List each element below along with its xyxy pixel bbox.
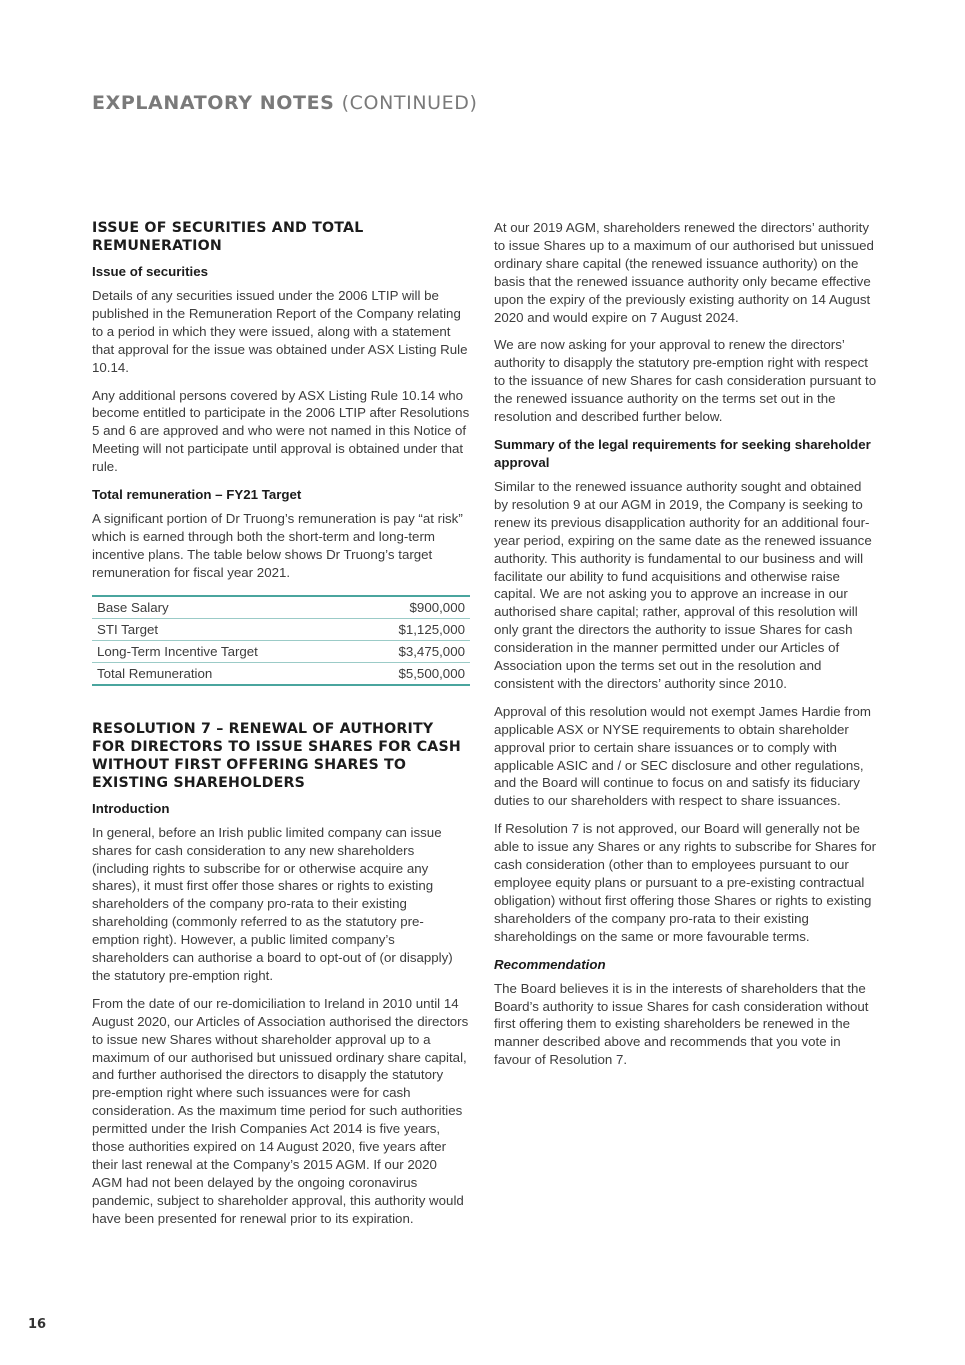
paragraph: From the date of our re-domiciliation to Ireland in 2010 until 14 August 2020, our Articles of Association authorised the directors to issue new Shares without shareholder approval up to a maximum of our authorised but unissued ordinary share capital, and further authorised the directors to disapply the statutory pre-emption right where such issuances were for cash consideration. As the maximum time period for such authorities permitted under the Irish Companies Act 2014 is five years, those authorities expired on 14 August 2020, five years after their last renewal at the Company’s 2015 AGM. If our 2020 AGM had not been delayed by the ongoing coronavirus pandemic, subject to shareholder approval, this authority would have been presented for renewal prior to its expiration. [92, 995, 469, 1226]
page-header-continued: (CONTINUED) [341, 92, 478, 114]
subheading-legal-requirements: Summary of the legal requirements for seeking shareholder approval [494, 436, 871, 470]
page-header-title: EXPLANATORY NOTES [92, 92, 335, 114]
paragraph: Similar to the renewed issuance authority sought and obtained by resolution 9 at our AGM in 2019, the Company is seeking to renew its previous disapplication authority for an additional four-year period, expiring on the same date as the renewed issuance authority. This authority is fundamental to our business and will facilitate our ability to fund acquisitions and otherwise raise capital. We are not asking you to approve an increase in our authorised share capital; rather, approval of this resolution will only grant the directors the authority to issue Shares for cash consideration in the manner permitted under our Articles of Association upon the terms set out in the resolution and consistent with the directors’ authority since 2010. [494, 478, 872, 691]
page-header [92, 92, 478, 114]
table-row [92, 662, 470, 685]
paragraph: If Resolution 7 is not approved, our Board will generally not be able to issue any Shares or any rights to subscribe for Shares for cash consideration (other than to employees pursuant to our employee equity plans or pursuant to a pre-existing contractual obligation) without first offering those Shares or rights to existing shareholders of the company pro-rata to their existing shareholdings on the same or more favourable terms. [494, 821, 877, 944]
subheading-introduction: Introduction [92, 800, 170, 816]
table-row [92, 618, 470, 640]
subheading-recommendation: Recommendation [494, 956, 606, 972]
table-cell-value: $5,500,000 [353, 662, 470, 685]
table-cell-value: $1,125,000 [353, 618, 470, 640]
right-column [494, 219, 878, 1079]
section-heading-resolution-7: RESOLUTION 7 – RENEWAL OF AUTHORITY FOR DIRECTORS TO ISSUE SHARES FOR CASH WITHOUT FIRST OFFERING SHARES TO EXISTING SHAREHOLDERS [92, 720, 461, 791]
table-cell-value: $900,000 [353, 596, 470, 619]
section-heading-issue-of-securities: ISSUE OF SECURITIES AND TOTAL REMUNERATION [92, 220, 364, 254]
remuneration-table [92, 595, 470, 686]
subheading-issue-of-securities: Issue of securities [92, 264, 209, 279]
table-row [92, 596, 470, 619]
paragraph: The Board believes it is in the interests of shareholders that the Board’s authority to issue Shares for cash consideration without first offering them to existing shareholders be renewed in the manner described above and recommends that you vote in favour of Resolution 7. [494, 980, 869, 1068]
paragraph: Details of any securities issued under the 2006 LTIP will be published in the Remuneration Report of the Company relating to a period in which they were issued, along with a statement that approval for the issue was obtained under ASX Listing Rule 10.14. [92, 288, 468, 375]
subheading-total-remuneration: Total remuneration – FY21 Target [92, 487, 302, 503]
paragraph: In general, before an Irish public limited company can issue shares for cash consideration to any new shareholders (including rights to subscribe for or otherwise acquire any shares), it must first offer those shares or rights to existing shareholders of the company pro-rata to their existing shareholding (commonly referred to as the statutory pre-emption right). However, a public limited company’s shareholders can authorise a board to opt-out of (or disapply) the statutory pre-emption right. [92, 824, 453, 983]
paragraph: We are now asking for your approval to renew the directors’ authority to disapply the statutory pre-emption right with respect to the issuance of new Shares for cash consideration pursuant to the renewed issuance authority on the terms set out in the resolution and described further below. [494, 337, 877, 425]
left-column [92, 219, 470, 1238]
table-cell-value: $3,475,000 [353, 640, 470, 662]
paragraph: At our 2019 AGM, shareholders renewed the directors’ authority to issue Shares up to a maximum of our authorised but unissued ordinary share capital (the renewed issuance authority) on the basis that the renewed issuance authority only became effective upon the expiry of the previously existing authority on 14 August 2020 and would expire on 7 August 2024. [494, 220, 874, 325]
table-cell-label: Total Remuneration [92, 662, 353, 685]
paragraph: Any additional persons covered by ASX Listing Rule 10.14 who become entitled to participate in the 2006 LTIP after Resolutions 5 and 6 are approved and who were not named in this Notice of Meeting will not participate until approval is obtained under that rule. [92, 387, 470, 475]
paragraph: Approval of this resolution would not exempt James Hardie from applicable ASX or NYSE requirements to obtain shareholder approval prior to certain share issuances or to comply with applicable ASIC and / or SEC disclosure and other regulations, and the Board will continue to focus on and satisfy its fiduciary duties to our shareholders with respect to share issuances. [494, 703, 871, 809]
table-row [92, 640, 470, 662]
page-number: 16 [28, 1317, 47, 1332]
paragraph: A significant portion of Dr Truong’s remuneration is pay “at risk” which is earned through both the short-term and long-term incentive plans. The table below shows Dr Truong’s target remuneration for fiscal year 2021. [92, 511, 463, 580]
table-cell-label: Base Salary [92, 596, 353, 619]
table-cell-label: STI Target [92, 618, 353, 640]
table-cell-label: Long-Term Incentive Target [92, 640, 353, 662]
